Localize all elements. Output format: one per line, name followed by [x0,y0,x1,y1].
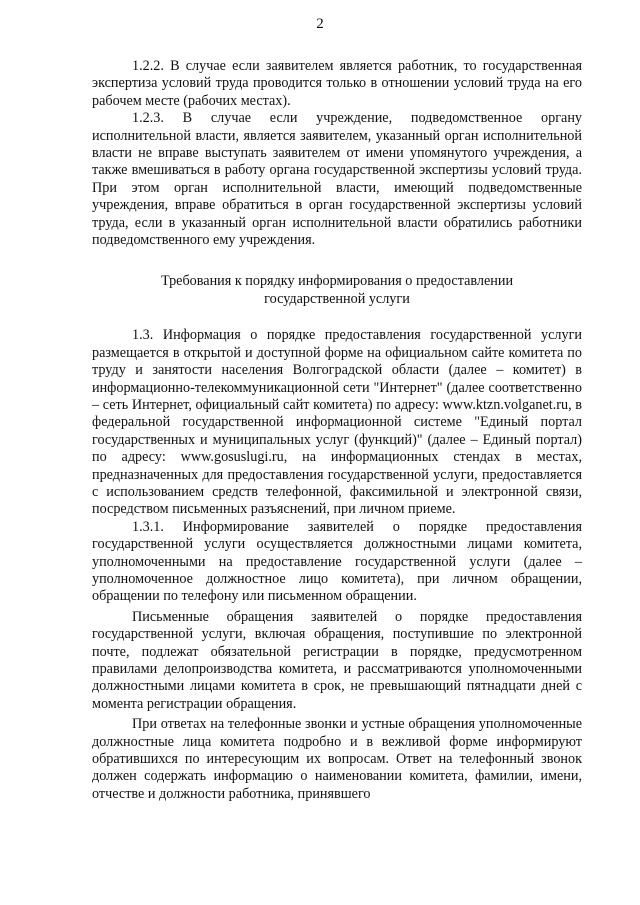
page-number: 2 [316,16,324,32]
section-heading-line-2: государственной услуги [264,290,410,307]
paragraph-1-2-3: 1.2.3. В случае если учреждение, подведомственное органу исполнительной власти, является заявителем, указанный орган исполнительной власти не вправе выступать заявителем от имени упомянутого учреждения, а также вмешиваться в работу органа государственной экспертизы условий труда. При этом орган исполнительной власти, имеющий подведомственные учреждения, вправе обратиться в орган государственной экспертизы условий труда, если в указанный орган исполнительной власти обратились работники подведомственного ему учреждения. [92,110,582,249]
document-body [92,58,582,803]
paragraph-written-requests: Письменные обращения заявителей о порядке предоставления государственной услуги, включая обращения, поступившие по электронной почте, подлежат обязательной регистрации в порядке, предусмотренном правилами делопроизводства комитета, и рассматриваются уполномоченными должностными лицами комитета в срок, не превышающий пятнадцати дней с момента регистрации обращения. [92,608,582,712]
section-heading [92,273,582,308]
paragraph-1-3-1: 1.3.1. Информирование заявителей о порядке предоставления государственной услуги осуществляется должностными лицами комитета, уполномоченными на предоставление государственной услуги (далее – уполномоченное должностное лицо комитета), при личном обращении, обращении по телефону или письменном обращении. [92,518,582,605]
paragraph-1-2-2: 1.2.2. В случае если заявителем является работник, то государственная экспертиза условий труда проводится только в отношении условий труда на его рабочем месте (рабочих местах). [92,58,582,109]
paragraph-phone-answers: При ответах на телефонные звонки и устные обращения уполномоченные должностные лица комитета подробно и в вежливой форме информируют обратившихся по интересующим их вопросам. Ответ на телефонный звонок должен содержать информацию о наименовании комитета, фамилии, имени, отчестве и должности работника, принявшего [92,716,582,802]
section-heading-line-1: Требования к порядку информирования о предоставлении [160,273,514,290]
paragraph-1-3: 1.3. Информация о порядке предоставления государственной услуги размещается в открытой и доступной форме на официальном сайте комитета по труду и занятости населения Волгоградской области (далее – комитет) в информационно-телекоммуникационной сети "Интернет" (далее соответственно – сеть Интернет, официальный сайт комитета) по адресу: www.ktzn.volganet.ru, в федеральной государственной информационной системе "Единый портал государственных и муниципальных услуг (функций)" (далее – Единый портал) по адресу: www.gosuslugi.ru, на информационных стендах в местах, предназначенных для предоставления государственной услуги, предоставляется с использованием средств телефонной, факсимильной и электронной связи, посредством письменных разъяснений, при личном приеме. [92,327,582,518]
